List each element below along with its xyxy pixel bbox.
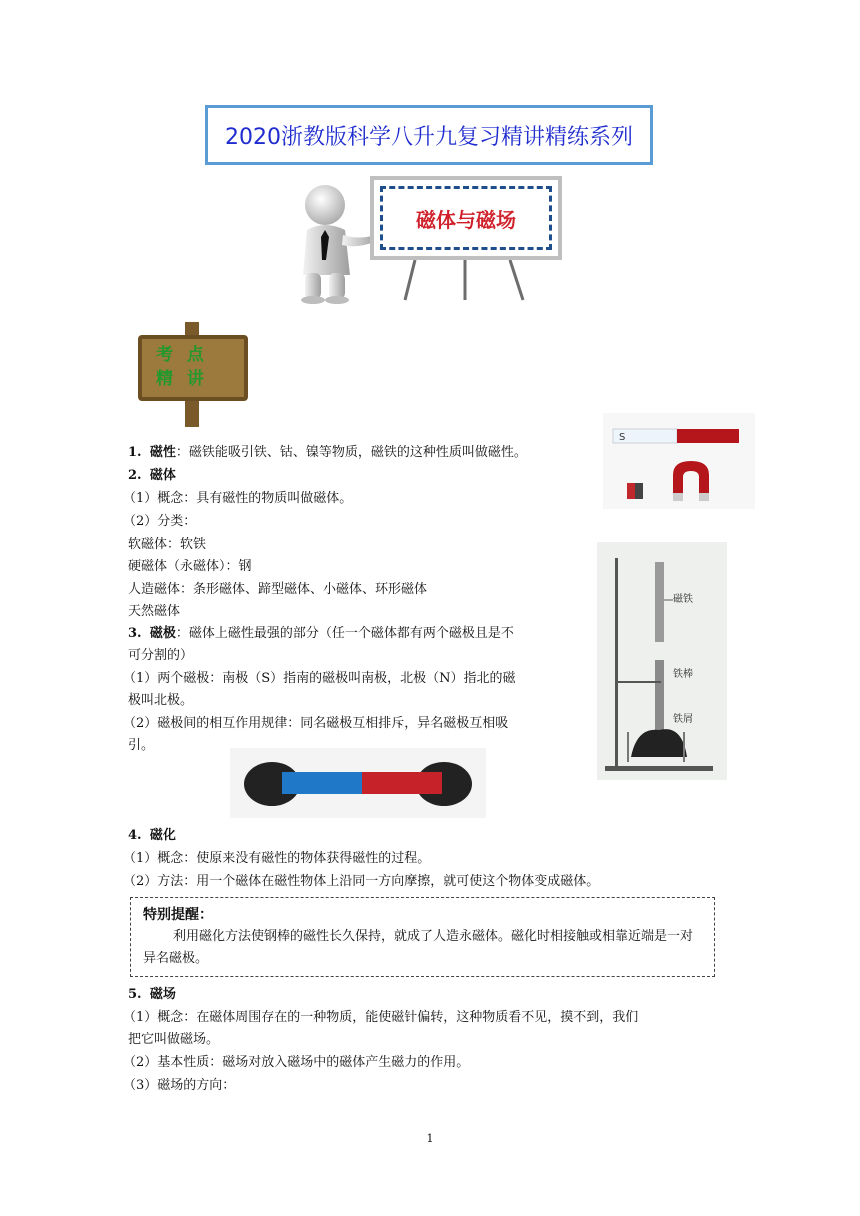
field-property: （2）基本性质：磁场对放入磁场中的磁体产生磁力的作用。: [123, 1055, 470, 1070]
magnets-icon: [603, 413, 755, 509]
field-direction: （3）磁场的方向：: [123, 1078, 236, 1093]
magnetization-concept: （1）概念：使原来没有磁性的物体获得磁性的过程。: [123, 851, 431, 866]
special-reminder-box: [130, 897, 715, 977]
pole-interaction-cont: 引。: [128, 738, 155, 753]
magnet-s-label: S: [619, 432, 626, 443]
point-magnetism: 1. 磁性：磁铁能吸引铁、钴、镍等物质，磁铁的这种性质叫做磁性。: [128, 445, 527, 460]
point-poles: 3. 磁极：磁体上磁性最强的部分（任一个磁体都有两个磁极且是不: [128, 626, 514, 641]
point-magnetic-field: 5. 磁场: [128, 987, 176, 1002]
label-magnet: 磁铁: [673, 594, 693, 605]
topic-title: 磁体与磁场: [380, 186, 552, 250]
series-title: 2020浙教版科学八升九复习精讲精练系列: [205, 105, 653, 165]
point-poles-cont: 可分割的）: [128, 648, 194, 663]
apparatus-icon: [597, 542, 727, 780]
bar-magnet-filings-image: [230, 748, 486, 818]
sign-line-1: 考 点: [156, 345, 208, 365]
field-concept: （1）概念：在磁体周围存在的一种物质，能使磁针偏转，这种物质看不见，摸不到，我们: [123, 1010, 639, 1025]
soft-magnet: 软磁体：软铁: [128, 537, 207, 552]
two-poles-cont: 极叫北极。: [128, 693, 194, 708]
natural-magnet: 天然磁体: [128, 604, 181, 619]
sign-line-2: 精 讲: [156, 369, 208, 389]
point-magnet-heading: 2. 磁体: [128, 468, 176, 483]
field-concept-cont: 把它叫做磁场。: [128, 1032, 220, 1047]
label-iron-filings: 铁屑: [673, 714, 693, 725]
magnet-examples-image: [603, 413, 755, 509]
page-number: 1: [426, 1132, 434, 1145]
point-magnetization: 4. 磁化: [128, 828, 176, 843]
two-poles: （1）两个磁极：南极（S）指南的磁极叫南极，北极（N）指北的磁: [123, 671, 516, 686]
hard-magnet: 硬磁体（永磁体）：钢: [128, 559, 252, 574]
pole-interaction: （2）磁极间的相互作用规律：同名磁极互相排斥，异名磁极互相吸: [123, 716, 509, 731]
section-sign: [138, 335, 248, 401]
bar-magnet-filings-icon: [230, 748, 486, 818]
topic-board: [370, 176, 562, 260]
label-iron-rod: 铁棒: [673, 669, 693, 680]
magnet-classification: （2）分类：: [123, 514, 197, 529]
reminder-title: 特别提醒：: [143, 907, 213, 923]
magnet-concept: （1）概念：具有磁性的物质叫做磁体。: [123, 491, 353, 506]
artificial-magnet: 人造磁体：条形磁体、蹄型磁体、小磁体、环形磁体: [128, 582, 428, 597]
magnetization-method: （2）方法：用一个磁体在磁性物体上沿同一方向摩擦，就可使这个物体变成磁体。: [123, 874, 600, 889]
magnetization-apparatus-image: [597, 542, 727, 780]
reminder-body: 利用磁化方法使钢棒的磁性长久保持，就成了人造永磁体。磁化时相接触或相靠近端是一对异名磁极。: [143, 929, 694, 966]
